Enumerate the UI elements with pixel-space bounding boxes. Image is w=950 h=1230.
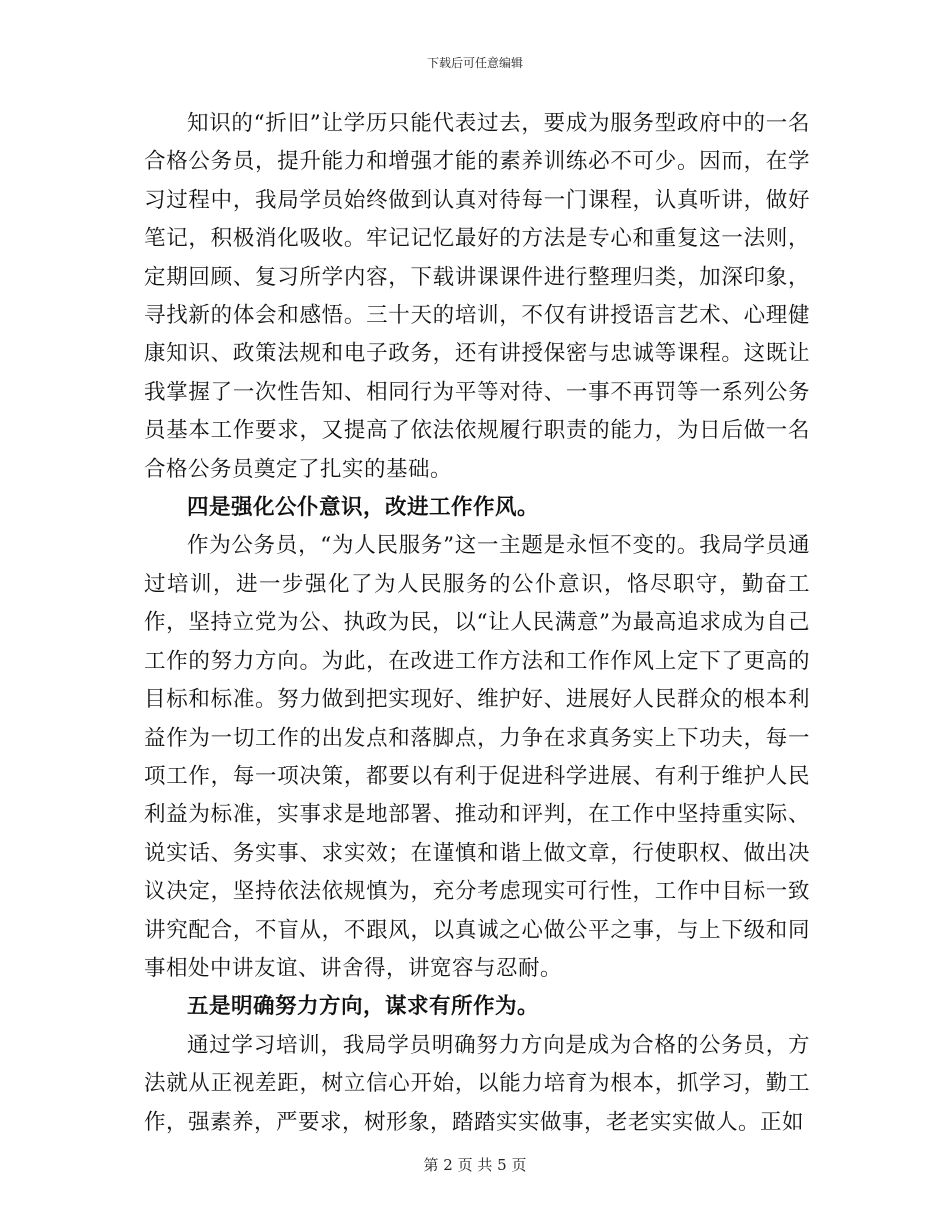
paragraph-public-servant: 作为公务员，“为人民服务”这一主题是永恒不变的。我局学员通过培训，进一步强化了为人民服务的公仆意识，恪尽职守，勤奋工作，坚持立党为公、执政为民，以“让人民满意”为最高追求成为自己工作的努力方向。为此，在改进工作方法和工作作风上定下了更高的目标和标准。努力做到把实现好、维护好、进展好人民群众的根本利益作为一切工作的出发点和落脚点，力争在求真务实上下功夫，每一项工作，每一项决策，都要以有利于促进科学进展、有利于维护人民利益为标准，实事求是地部署、推动和评判，在工作中坚持重实际、说实话、务实事、求实效；在谨慎和谐上做文章，行使职权、做出决议决定，坚持依法依规慎为，充分考虑现实可行性，工作中目标一致讲究配合，不盲从，不跟风，以真诚之心做公平之事，与上下级和同事相处中讲友谊、讲舍得，讲宽容与忍耐。: [144, 533, 810, 981]
section-heading-4: 四是强化公仆意识，改进工作作风。: [187, 495, 540, 521]
paragraph-training-study: 知识的“折旧”让学历只能代表过去，要成为服务型政府中的一名合格公务员，提升能力和增强才能的素养训练必不可少。因而，在学习过程中，我局学员始终做到认真对待每一门课程，认真听讲，做好笔记，积极消化吸收。牢记记忆最好的方法是专心和重复这一法则，定期回顾、复习所学内容，下载讲课课件进行整理归类，加深印象，寻找新的体会和感悟。三十天的培训，不仅有讲授语言艺术、心理健康知识、政策法规和电子政务，还有讲授保密与忠诚等课程。这既让我掌握了一次性告知、相同行为平等对待、一事不再罚等一系列公务员基本工作要求，又提高了依法依规履行职责的能力，为日后做一名合格公务员奠定了扎实的基础。: [144, 111, 810, 482]
section-heading-5: 五是明确努力方向，谋求有所作为。: [187, 994, 540, 1020]
document-body: [144, 105, 810, 1142]
page-number: 第 2 页 共 5 页: [423, 1156, 527, 1174]
page-header: 下载后可任意编辑: [426, 56, 523, 70]
paragraph-direction: 通过学习培训，我局学员明确努力方向是成为合格的公务员，方法就从正视差距，树立信心开始，以能力培育为根本，抓学习，勤工作，强素养，严要求，树形象，踏踏实实做事，老老实实做人。正如: [144, 1032, 810, 1135]
